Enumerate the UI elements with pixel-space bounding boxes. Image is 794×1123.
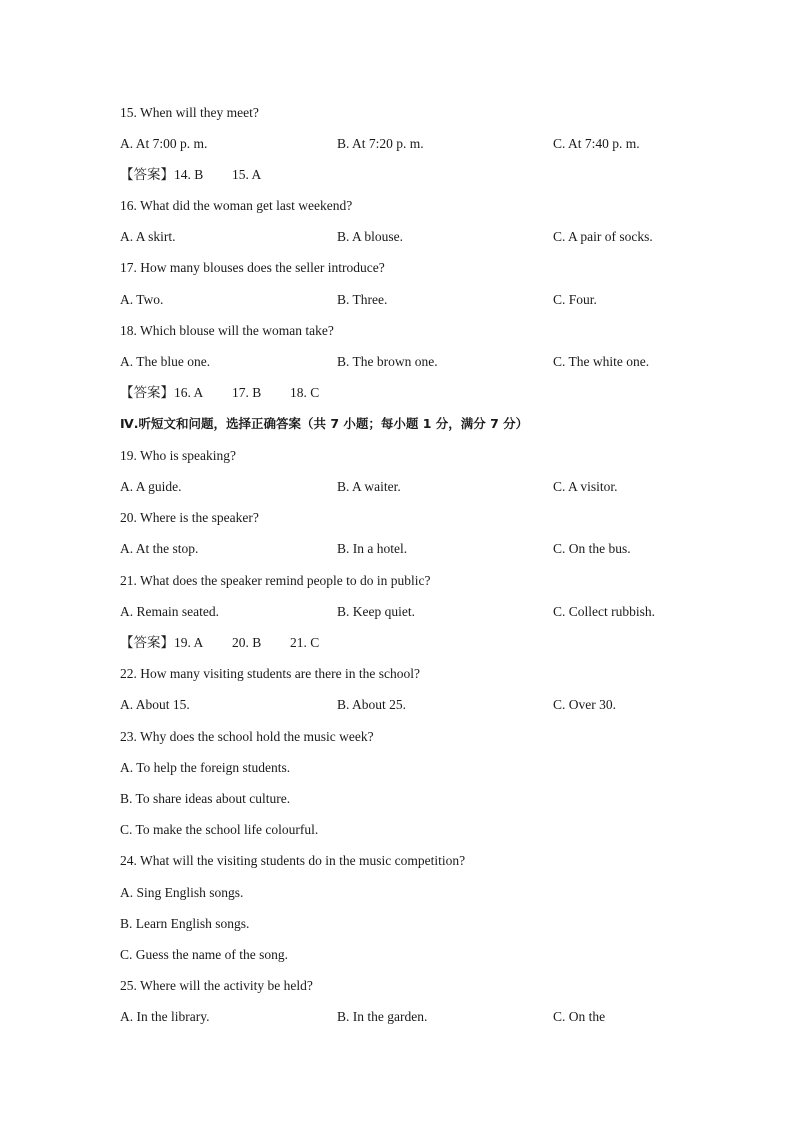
answer-label: 【答案】: [120, 635, 174, 650]
question-18-option-b: B. The brown one.: [337, 354, 438, 369]
question-23-option-a: A. To help the foreign students.: [120, 760, 291, 775]
question-17-option-c: C. Four.: [553, 292, 597, 307]
question-15-option-a: A. At 7:00 p. m.: [120, 136, 208, 151]
question-22-option-b: B. About 25.: [337, 697, 407, 712]
question-15-option-b: B. At 7:20 p. m.: [337, 136, 424, 151]
question-15-option-c: C. At 7:40 p. m.: [553, 136, 640, 151]
question-21-option-a: A. Remain seated.: [120, 604, 219, 619]
question-20-stem: 20. Where is the speaker?: [120, 510, 259, 525]
question-23-option-b: B. To share ideas about culture.: [120, 791, 291, 806]
answer-item: 17. B: [232, 385, 262, 400]
question-25-option-b: B. In the garden.: [337, 1009, 428, 1024]
question-16-option-a: A. A skirt.: [120, 229, 176, 244]
answer-item: 14. B: [174, 167, 204, 182]
answer-item: 21. C: [290, 635, 320, 650]
question-24-option-b: B. Learn English songs.: [120, 916, 250, 931]
question-19-option-b: B. A waiter.: [337, 479, 401, 494]
question-24-stem: 24. What will the visiting students do in the music competition?: [120, 853, 466, 868]
answer-label: 【答案】: [120, 167, 174, 182]
question-21-option-c: C. Collect rubbish.: [553, 604, 655, 619]
answer-item: 20. B: [232, 635, 262, 650]
answer-item: 16. A: [174, 385, 204, 400]
question-23-option-c: C. To make the school life colourful.: [120, 822, 319, 837]
question-20-option-a: A. At the stop.: [120, 541, 199, 556]
question-16-option-b: B. A blouse.: [337, 229, 404, 244]
question-18-option-a: A. The blue one.: [120, 354, 211, 369]
question-22-option-c: C. Over 30.: [553, 697, 616, 712]
question-17-option-b: B. Three.: [337, 292, 388, 307]
answer-14-15: [120, 166, 261, 184]
answer-item: 15. A: [232, 167, 262, 182]
question-22-option-a: A. About 15.: [120, 697, 190, 712]
section-4-heading: Ⅳ.听短文和问题，选择正确答案（共 7 小题；每小题 1 分，满分 7 分）: [120, 416, 529, 431]
question-18-stem: 18. Which blouse will the woman take?: [120, 323, 334, 338]
question-25-stem: 25. Where will the activity be held?: [120, 978, 313, 993]
question-24-option-c: C. Guess the name of the song.: [120, 947, 288, 962]
question-19-stem: 19. Who is speaking?: [120, 448, 236, 463]
question-18-option-c: C. The white one.: [553, 354, 650, 369]
answer-label: 【答案】: [120, 385, 174, 400]
question-21-stem: 21. What does the speaker remind people to do in public?: [120, 573, 431, 588]
question-25-option-a: A. In the library.: [120, 1009, 210, 1024]
question-15-stem: 15. When will they meet?: [120, 105, 259, 120]
question-24-option-a: A. Sing English songs.: [120, 885, 244, 900]
question-16-option-c: C. A pair of socks.: [553, 229, 653, 244]
question-16-stem: 16. What did the woman get last weekend?: [120, 198, 353, 213]
answer-item: 19. A: [174, 635, 204, 650]
question-20-option-c: C. On the bus.: [553, 541, 631, 556]
question-17-option-a: A. Two.: [120, 292, 164, 307]
question-25-option-c: C. On the: [553, 1009, 606, 1024]
answer-16-18: [120, 384, 319, 402]
question-19-option-a: A. A guide.: [120, 479, 182, 494]
question-21-option-b: B. Keep quiet.: [337, 604, 415, 619]
question-17-stem: 17. How many blouses does the seller introduce?: [120, 260, 385, 275]
question-19-option-c: C. A visitor.: [553, 479, 618, 494]
question-22-stem: 22. How many visiting students are there in the school?: [120, 666, 420, 681]
answer-item: 18. C: [290, 385, 320, 400]
question-20-option-b: B. In a hotel.: [337, 541, 408, 556]
answer-19-21: [120, 634, 319, 652]
question-23-stem: 23. Why does the school hold the music week?: [120, 729, 374, 744]
